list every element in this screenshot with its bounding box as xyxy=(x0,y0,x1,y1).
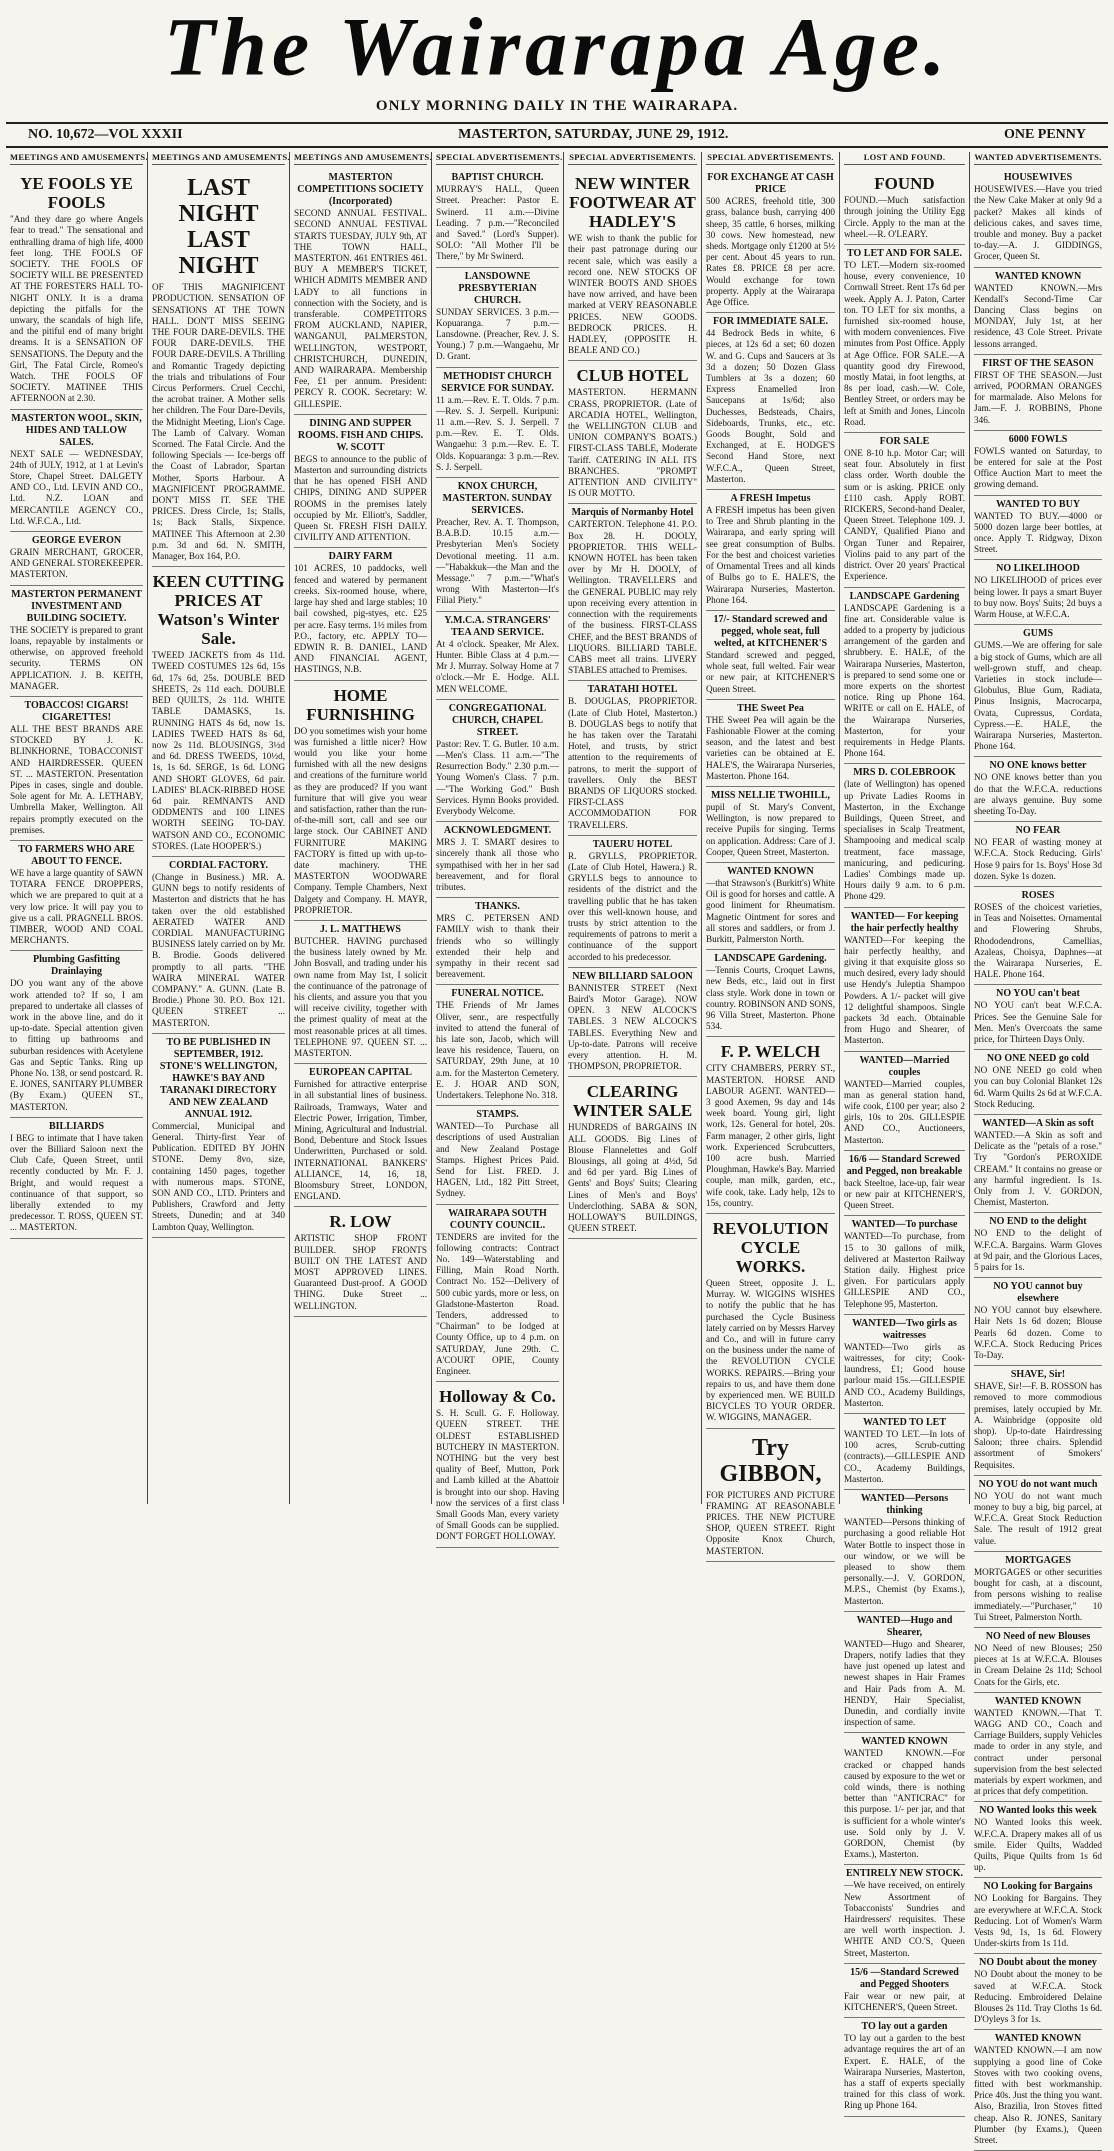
ad-body: BANNISTER STREET (Next Baird's Motor Garage). NOW OPEN. 3 NEW ALCOCK'S TABLES. 3 NEW ALCOCK'S TABLES. Everything New and Up-to-date. Patrons will receive every attention. H. M. THOMPSON, PROPRIETOR. xyxy=(568,982,697,1072)
ad-body: TO LET.—Modern six-roomed house, every convenience, 10 Cornwall Street. Rent 17s 6d per week. Apply A. J. Paton, Carter ton. TO LET for six months, a furnished six-roomed house, with modern conveniences. Five minutes from Post Office. Apply at Age Office. FOR SALE.—A quantity good dry Firewood, mostly Matai, in foot lengths, at 8s per load, cash.—W. Cole, Bentley Street, or orders may be left at Smith and Jones, Lincoln Road. xyxy=(844,260,965,427)
ad-headline: WANTED—Married couples xyxy=(859,1054,950,1078)
ad-body: MRS C. PETERSEN AND FAMILY wish to thank their friends who so willingly extended their help and sympathy in their recent sad bereavement. xyxy=(436,913,559,980)
ad-body: THE Sweet Pea will again be the Fashionable Flower at the coming season, and the latest and best varieties can be obtained at E. HALE'S, the Wairarapa Nurseries, Masterton. Phone 164. xyxy=(706,714,835,781)
ad-body: BEGS to announce to the public of Masterton and surrounding districts that he has opened FISH AND CHIPS, DINING AND SUPPER ROOMS in the premises lately occupied by Mr. Elliott's, Saddler, Queen St. FRESH FISH DAILY. CIVILITY AND ATTENTION. xyxy=(294,453,427,543)
advertisement xyxy=(10,532,143,586)
advertisement xyxy=(974,1552,1102,1628)
advertisement xyxy=(844,433,965,587)
advertisement xyxy=(706,611,835,700)
advertisement xyxy=(974,1802,1102,1878)
ad-body: pupil of St. Mary's Convent, Wellington, is now prepared to receive Pupils for singing. Terms on application. Address: Care of J. Cooper, Queen Street, Masterton. xyxy=(706,801,835,857)
advertisement xyxy=(844,1216,965,1314)
ad-body: GRAIN MERCHANT, GROCER, AND GENERAL STOREKEEPER. MASTERTON. xyxy=(10,547,143,580)
ad-headline: WANTED—Persons thinking xyxy=(860,1493,949,1517)
advertisement xyxy=(294,548,427,680)
advertisement xyxy=(974,355,1102,431)
ad-headline: NO Doubt about the money xyxy=(979,1957,1097,1969)
ad-body: OF THIS MAGNIFICENT PRODUCTION. SENSATION OF SENSATIONS AT THE TOWN HALL. DON'T MISS SEEING THE FOUR DARE-DEVILS. THE FOUR DARE-DEVILS. THE FOUR DARE-DEVILS. A Thrilling and Romantic Tragedy depicting the trials and tribulations of Four Circus Performers. Cruel Cecchi, the acrobat trainer. A Mother sells her children. The Four Dare-Devils, the Midnight Meeting, Lion's Cage. The Lamb of Calvary. Woman Scorned. The Fatal Circle. And the following Specials — Ice-bergs off the Coast of Labrador, Spartan Mother, Sports Harbour. A MAGNIFICENT PROGRAMME. DON'T MISS IT. SEE THE PRICES. Dress Circle, 1s; Stalls, 1s; Back Stalls, Sixpence. MATINEE This Afternoon at 2.30 p.m. 3d and 6d. N. SMITH, Manager, Box 164, P.O. xyxy=(152,282,285,562)
ad-headline: Plumbing Gasfitting Drainlaying xyxy=(33,954,120,978)
advertisement xyxy=(152,1034,285,1238)
ad-headline: NO ONE NEED go cold xyxy=(986,1053,1090,1065)
advertisement xyxy=(706,1429,835,1562)
advertisement xyxy=(568,1077,697,1239)
ad-headline: TARATAHI HOTEL xyxy=(587,684,678,696)
ad-body: NO YOU do not want much money to buy a big, big parcel, at W.F.C.A. Great Stock Reduction Sale. The result of 1912 great value. xyxy=(974,1490,1102,1546)
ad-body: MRS J. T. SMART desires to sincerely thank all those who sympathised with her in her sad bereavement, and for floral tributes. xyxy=(436,837,559,892)
advertisement xyxy=(974,1278,1102,1366)
issue-date: MASTERTON, SATURDAY, JUNE 29, 1912. xyxy=(458,127,729,142)
ad-headline: ENTIRELY NEW STOCK. xyxy=(846,1868,963,1880)
ad-headline: NO END to the delight xyxy=(989,1216,1087,1228)
advertisement xyxy=(844,1052,965,1151)
ad-headline: WANTED KNOWN xyxy=(994,1695,1082,1707)
ad-headline: FIRST OF THE SEASON xyxy=(982,357,1094,369)
ad-headline: WANTED—Two girls as waitresses xyxy=(852,1317,957,1341)
ad-body: WANTED—To Purchase all descriptions of used Australian and New Zealand Postage Stamps. Highest Prices Paid. Send for List. FRED. J. HAGEN, Ltd., 182 Pitt Street, Sydney. xyxy=(436,1121,559,1199)
ad-headline: CONGREGATIONAL CHURCH, CHAPEL STREET. xyxy=(448,702,547,738)
ad-headline: MRS D. COLEBROOK xyxy=(853,767,956,779)
advertisement xyxy=(436,898,559,985)
ad-headline: NEW BILLIARD SALOON xyxy=(572,970,693,982)
column-heading: SPECIAL ADVERTISEMENTS. xyxy=(436,152,559,165)
ad-body: NO YOU cannot buy elsewhere. Hair Nets 1s 6d dozen; Blouse Pearls 6d dozen. Come to W.F.C.A. Stock Reducing Prices To-Day. xyxy=(974,1305,1102,1361)
ad-headline: SHAVE, Sir! xyxy=(1010,1369,1066,1381)
ad-body: WANTED KNOWN.—That T. WAGG AND CO., Coach and Carriage Builders, supply Vehicles made to order in any style, and contract under personal supervision from the best selected materials by expert workmen, and at prices that defy competition. xyxy=(974,1707,1102,1797)
ad-body: NO END to the delight of W.F.C.A. Bargains. Warm Gloves at 9d pair, and the Glorious Laces, 5 pairs for 1s. xyxy=(974,1228,1102,1273)
ad-body: back Steeltoe, lace-up, fair wear or new pair at KITCHENER'S, Queen Street. xyxy=(844,1177,965,1211)
ad-headline: STAMPS. xyxy=(476,1109,519,1121)
ad-body: WE wish to thank the public for their past patronage during our recent sale, which was easily a record one. NEW STOCKS OF WINTER BOOTS AND SHOES have now arrived, and have been marked at VERY REASONABLE PRICES. NEW GOODS. BEDROCK PRICES. H. HADLEY, (OPPOSITE H. BEALE AND CO.) xyxy=(568,233,697,356)
ad-headline: CORDIAL FACTORY. xyxy=(169,859,268,871)
ad-headline: TO FARMERS WHO ARE ABOUT TO FENCE. xyxy=(18,843,135,867)
advertisement xyxy=(568,361,697,504)
ad-body: WANTED TO LET.—In lots of 100 acres, Scrub-cutting (contracts).—GILLESPIE AND CO., Academy Buildings, Masterton. xyxy=(844,1429,965,1484)
advertisement xyxy=(152,567,285,857)
advertisement xyxy=(294,1207,427,1316)
ad-body: FOWLS wanted on Saturday, to be entered for sale at the Post Office Auction Mart to meet the growing demand. xyxy=(974,445,1102,490)
advertisement xyxy=(974,822,1102,887)
ad-headline: TAUERU HOTEL xyxy=(592,838,673,850)
ad-headline: J. L. MATTHEWS xyxy=(320,923,401,935)
news-column xyxy=(432,152,564,1542)
ad-body: WANTED—To purchase, from 15 to 30 gallons of milk, delivered at Masterton Railway Station daily. Highest price given. For particulars apply GILLESPIE AND CO., Telephone 95, Masterton. xyxy=(844,1231,965,1309)
ad-headline: NO ONE knows better xyxy=(989,760,1087,772)
ad-headline: HOUSEWIVES xyxy=(1003,172,1073,184)
ad-headline: A FRESH Impetus xyxy=(730,493,811,505)
ad-headline: 16/6 — Standard Screwed and Pegged, non breakable xyxy=(846,1153,963,1177)
ad-headline: WANTED—To purchase xyxy=(851,1219,958,1231)
advertisement xyxy=(844,1733,965,1865)
advertisement xyxy=(844,1151,965,1217)
ad-headline: TOBACCOS! CIGARS! CIGARETTES! xyxy=(24,699,129,723)
advertisement xyxy=(436,1205,559,1383)
ad-body: WANTED KNOWN.—Mrs Kendall's Second-Time Car Dancing Class begins on MONDAY, July 1st, at her residence, 43 Cole Street. Private lessons arranged. xyxy=(974,282,1102,349)
ad-headline: NO Wanted looks this week xyxy=(979,1805,1097,1817)
advertisement xyxy=(706,1214,835,1429)
ad-headline: MASTERTON WOOL, SKIN, HIDES AND TALLOW SALES. xyxy=(11,412,142,448)
ad-body: "And they dare go where Angels fear to tread." The sensational and enthralling drama of high life, 4000 feet long. THE FOOLS OF SOCIETY. THE FOOLS OF SOCIETY WILL BE PRESENTED AT THE FORESTERS HALL TO-NIGHT ONLY. It is a drama depicting the pitfalls for the unwary, the scandals of high life, and the pitiful end of many bright dreams. It is a SENSATION OF SENSATIONS. The Deputy and the Girl, The Fatal Circle, Romeo's Watch. THE FOOLS OF SOCIETY. MATINEE THIS AFTERNOON at 2.30. xyxy=(10,214,143,404)
ad-headline: MASTERTON COMPETITIONS SOCIETY (Incorporated) xyxy=(297,172,424,208)
ad-headline: KEEN CUTTING PRICES AT Watson's Winter Sale. xyxy=(152,572,285,649)
advertisement xyxy=(974,431,1102,496)
ad-headline: Try GIBBON, xyxy=(719,1434,822,1487)
advertisement xyxy=(436,169,559,267)
ad-headline: WANTED KNOWN xyxy=(994,2033,1082,2045)
advertisement xyxy=(844,764,965,907)
column-heading: MEETINGS AND AMUSEMENTS. xyxy=(152,152,285,165)
columns-container xyxy=(6,152,1108,2146)
ad-body: Pastor: Rev. T. G. Butler. 10 a.m.—Men's Class. 11 a.m.—"The Resurrection Body." 2.30 p.m.—Young Women's Class. 7 p.m.—"The Working God." Bush Services. Hymn Books provided. Everybody Welcome. xyxy=(436,738,559,816)
ad-body: Standard screwed and pegged, whole seat, full welted. Fair wear or new pair, at KITCHENER'S Queen Street. xyxy=(706,649,835,694)
advertisement xyxy=(974,1366,1102,1476)
ad-headline: HOME FURNISHING xyxy=(306,685,415,724)
ad-headline: MISS NELLIE TWOHILL, xyxy=(710,789,831,801)
ad-headline: TO lay out a garden xyxy=(861,2021,948,2033)
ad-headline: THANKS. xyxy=(475,901,520,913)
ad-body: WANTED KNOWN.—I am now supplying a good line of Coke Stoves with two cooking ovens, fitted with best workmanship. Price 40s. Just the thing you want. Also, Brazilia, Iron Stoves fitted cheap. Also R. JONES, Sanitary Plumber (by Exams.), Queen Street. xyxy=(974,2045,1102,2146)
ad-headline: NO YOU can't beat xyxy=(996,988,1080,1000)
ad-body: DO you sometimes wish your home was furnished a little nicer? How would you like your home furnished with all the new designs and creations of the furniture world as they are produced? If you want furniture that will give you wear and satisfaction, rather than the run-of-the-mill sort, call and see our large stock. Our CABINET AND FURNITURE MAKING FACTORY is fitted up with up-to-date machinery. THE MASTERTON WOODWARE Company. Temple Chambers, Next Dalgety and Company. H. MAYR, PROPRIETOR. xyxy=(294,725,427,915)
column-heading: WANTED ADVERTISEMENTS. xyxy=(974,152,1102,165)
news-column xyxy=(564,152,702,1504)
advertisement xyxy=(974,169,1102,267)
advertisement xyxy=(294,681,427,921)
ad-body: HUNDREDS of BARGAINS IN ALL GOODS. Big Lines of Blouse Flannelettes and Golf Blousings, all going at 4½d, 5d and 6d per yard. Big Lines of Gents' and Boys' Suits; Clearing Lines of Men's and Boys' Underclothing. SABA & SON, HOLLOWAY'S BUILDINGS, QUEEN STREET. xyxy=(568,1122,697,1234)
advertisement xyxy=(844,908,965,1052)
ad-body: WANTED—Married couples, man as general station hand, wife cook, £100 per year; also 2 girls, 10s to 20s. GILLESPIE AND CO., Auctioneers, Masterton. xyxy=(844,1078,965,1145)
ad-body: NO ONE NEED go cold when you can buy Colonial Blanket 12s 6d. Warm Quilts 2s 6d at W.F.C.A. Stock Reducing. xyxy=(974,1065,1102,1109)
advertisement xyxy=(294,415,427,549)
advertisement xyxy=(294,169,427,415)
ad-headline: DAIRY FARM xyxy=(328,551,393,563)
advertisement xyxy=(844,2018,965,2116)
ad-body: MASTERTON. HERMANN CRASS, PROPRIETOR. (Late of ARCADIA HOTEL, Wellington, the WELLINGTON CLUB and UNION COMPANY'S BOATS.) FIRST-CLASS TABLE, Moderate Tariff. CATERING IN ALL ITS BRANCHES. "PROMPT ATTENTION AND CIVILITY" IS OUR MOTTO. xyxy=(568,387,697,499)
ad-body: NO Wanted looks this week. W.F.C.A. Drapery makes all of us smile. Eider Quilts, Wadded Quilts, Pique Quilts from 1s 6d up. xyxy=(974,1817,1102,1873)
column-heading: LOST AND FOUND. xyxy=(844,152,965,165)
advertisement xyxy=(10,697,143,841)
ad-body: WANTED—Hugo and Shearer, Drapers, notify ladies that they have just opened up latest and newest shapes in Hair Frames and Hair Pads from A. M. HENDY, Hair Specialist, Dunedin, and cordially invite inspection of same. xyxy=(844,1638,965,1728)
advertisement xyxy=(436,985,559,1106)
advertisement xyxy=(706,863,835,950)
advertisement xyxy=(436,478,559,612)
ad-body: NO ONE knows better than you do that the W.F.C.A. reductions are always genuine. Buy some sheeting To-Day. xyxy=(974,772,1102,816)
ad-headline: WANTED KNOWN xyxy=(994,270,1082,282)
ad-headline: WANTED— For keeping the hair perfectly healthy xyxy=(850,910,959,934)
advertisement xyxy=(436,1106,559,1204)
newspaper-title: The Wairarapa Age. xyxy=(163,1,951,94)
ad-headline: CLUB HOTEL xyxy=(576,366,689,386)
ad-body: Preacher, Rev. A. T. Thompson, B.A.B.D. 10.15 a.m.—Presbyterian Men's Society Devotional meeting. 11 a.m.—"Habakkuk—the Man and the Message." 7 p.m.—"What's wrong With Masterton—It's Filial Piety." xyxy=(436,517,559,606)
ad-headline: WANTED KNOWN xyxy=(861,1736,948,1748)
issue-price: ONE PENNY xyxy=(1003,127,1086,142)
ad-body: MORTGAGES or other securities bought for cash, at a discount, from persons wishing to realise immediately.—"Purchaser," 10 Tui Street, Palmerston North. xyxy=(974,1566,1102,1622)
ad-headline: LANSDOWNE PRESBYTERIAN CHURCH. xyxy=(458,270,537,306)
ad-headline: FOUND xyxy=(874,174,935,194)
advertisement xyxy=(844,1964,965,2018)
ad-headline: F. P. WELCH xyxy=(720,1042,821,1062)
ad-headline: LANDSCAPE Gardening. xyxy=(714,953,827,965)
advertisement xyxy=(568,504,697,681)
advertisement xyxy=(436,268,559,368)
ad-body: TO lay out a garden to the best advantage requires the art of an Expert. E. HALE, of the Wairarapa Nurseries, Masterton, has a staff of experts specially trained for this class of work. Ring up Phone 164. xyxy=(844,2033,965,2111)
ad-body: (late of Wellington) has opened up Private Ladies Rooms in Masterton, in the Exchange Buildings, Queen Street, and specialises in Scalp Treatment, Shampooing and medical scalp treatment, face massage, manicuring, and pedicuring. Ladies' Combings made up. Hours daily 9 a.m. to 6 p.m. Phone 429. xyxy=(844,779,965,902)
ad-headline: TO LET AND FOR SALE. xyxy=(847,248,962,260)
advertisement xyxy=(10,410,143,532)
advertisement xyxy=(436,822,559,898)
ad-headline: WANTED—Hugo and Shearer, xyxy=(856,1614,953,1638)
ad-body: ROSES of the choicest varieties, in Teas and Noisettes. Ornamental and Flowering Shrubs, Rhododendrons, Camellias, Azaleas, Choisya, Daphnes—at the Wairarapa Nurseries, E. HALE. Phone 164. xyxy=(974,901,1102,980)
advertisement xyxy=(294,921,427,1064)
ad-body: NO Need of new Blouses; 250 pieces at 1s at W.F.C.A. Blouses in Cream Delaine 2s 11d; School Coats for the Girls, etc. xyxy=(974,1642,1102,1687)
advertisement xyxy=(706,787,835,863)
ad-headline: WAIRARAPA SOUTH COUNTY COUNCIL. xyxy=(448,1207,547,1231)
advertisement xyxy=(844,1612,965,1734)
ad-headline: WANTED—A Skin as soft xyxy=(982,1118,1094,1129)
ad-body: FOUND.—Much satisfaction through joining the Utility Egg Circle. Apply to the man at the wheel.—R. O'LEARY. xyxy=(844,195,965,239)
ad-headline: LAST NIGHT LAST NIGHT xyxy=(178,175,259,280)
ad-body: 101 ACRES, 10 paddocks, well fenced and watered by permanent creeks. Six-roomed house, where, large hay shed and large stables; 10 bail cowshed, pig-styes, etc. £25 per acre. Easy terms. 1½ miles from P.O., factory, etc. APPLY TO— EDWIN R. B. DANIEL, LAND AND FINANCIAL AGENT, HASTINGS, N.B. xyxy=(294,563,427,675)
ad-body: Commercial, Municipal and General. Thirty-first Year of Publication. EDITED BY JOHN STONE. Demy 8vo, size, containing 1450 pages, together with numerous maps. STONE, SON AND CO., LTD. Printers and Publishers, Crawford and Jetty Streets, Dunedin; and at 340 Lambton Quay, Wellington. xyxy=(152,1120,285,1232)
advertisement xyxy=(844,245,965,433)
ad-headline: ACKNOWLEDGMENT. xyxy=(443,825,552,837)
ad-body: NO YOU can't beat W.F.C.A. Prices. See the Genuine Sale for Men. Men's Overcoats the same price, for Thirteen Days Only. xyxy=(974,1000,1102,1044)
ad-body: At 4 o'clock. Speaker, Mr Alex. Hunter. Bible Class at 4 p.m.—Mr J. Murray. Solway Home at 7 o'clock.—Mr E. Hodge. ALL MEN WELCOME. xyxy=(436,638,559,694)
news-column xyxy=(290,152,432,1504)
advertisement xyxy=(974,625,1102,757)
ad-headline: KNOX CHURCH, MASTERTON. SUNDAY SERVICES. xyxy=(442,481,553,517)
advertisement xyxy=(436,700,559,822)
ad-headline: 17/- Standard screwed and pegged, whole seat, full welted, at KITCHENER'S xyxy=(713,613,828,649)
ad-body: NO Doubt about the money to be saved at W.F.C.A. Stock Reducing. Embroidered Delaine Blouses 2s 11d. Tray Cloths 1s 6d. D'Oyleys 3 for 1s. xyxy=(974,1969,1102,2025)
advertisement xyxy=(844,1414,965,1490)
ad-body: CITY CHAMBERS, PERRY ST., MASTERTON. HORSE AND LABOUR AGENT. WANTED— 3 good Axemen, 9s day and 14s week board. Young girl, light work, 12s. General for hotel, 20s. Farm manager, 2 other girls, light work. Experienced Scrubcutters, 100 acre bush. Married Ploughman, Hawke's Bay. Married couple, man milk, garden, etc., wife cook, take. Lady help, 12s to 15s, country. xyxy=(706,1063,835,1208)
column-heading: SPECIAL ADVERTISEMENTS. xyxy=(706,152,835,165)
ad-body: SHAVE, Sir!—F. B. ROSSON has removed to more commodious premises, lately occupied by Mr. A. Wainbridge (opposite old shop). Up-to-date Hairdressing Saloon; three chairs. Splendid assortment of Smokers' Requisites. xyxy=(974,1381,1102,1470)
ad-headline: LANDSCAPE Gardening xyxy=(849,590,960,602)
advertisement xyxy=(974,1693,1102,1803)
advertisement xyxy=(974,887,1102,985)
advertisement xyxy=(152,169,285,567)
ad-headline: WANTED TO BUY xyxy=(995,498,1081,510)
ad-body: S. H. Scull. G. F. Holloway. QUEEN STREET. THE OLDEST ESTABLISHED BUTCHERY IN MASTERTON. NOTHING but the very best quality of Beef, Mutton, Pork and Lamb killed at the Abattoir is brought into our shop. Having now the services of a first class Small Goods Man, every variety of Small Goods can be supplied. DON'T FORGET HOLLOWAY. xyxy=(436,1408,559,1542)
ad-body: WE have a large quantity of SAWN TOTARA FENCE DROPPERS, which we are prepared to quit at a very low price. It will pay you to give us a call. PRAGNELL BROS. TIMBER, WOOD AND COAL MERCHANTS. xyxy=(10,867,143,946)
masthead xyxy=(6,0,1108,100)
ad-headline: REVOLUTION CYCLE WORKS. xyxy=(712,1219,829,1277)
advertisement xyxy=(974,757,1102,822)
ad-body: WANTED—Two girls as waitresses, for city; Cook-laundress, £1; Good house parlour maid 15s.—GILLESPIE AND CO., Academy Buildings, Masterton. xyxy=(844,1341,965,1408)
ad-headline: 15/6 —Standard Screwed and Pegged Shooters xyxy=(850,1966,959,1990)
advertisement xyxy=(974,1878,1102,1954)
advertisement xyxy=(844,1865,965,1963)
advertisement xyxy=(706,313,835,490)
ad-headline: NO YOU cannot buy elsewhere xyxy=(993,1281,1083,1305)
ad-body: FOR PICTURES AND PICTURE FRAMING AT REASONABLE PRICES. THE NEW PICTURE SHOP, QUEEN STREET. Right Opposite Knox Church, MASTERTON. xyxy=(706,1489,835,1556)
ad-body: (Change in Business.) MR. A. GUNN begs to notify residents of Masterton and districts that he has taken over the old established AERATED WATER AND CORDIAL MANUFACTURING BUSINESS lately carried on by Mr. B. Brodie. Goods delivered promptly to all parts. "THE WAIRA MINERAL WATER COMPANY." A. GUNN. (Late B. Brodie.) Phone 30. P.O. Box 121. QUEEN STREET ... MASTERTON. xyxy=(152,871,285,1028)
advertisement xyxy=(10,586,143,697)
ad-headline: YE FOOLS YE FOOLS xyxy=(20,174,133,213)
ad-body: A FRESH impetus has been given to Tree and Shrub planting in the Wairarapa, and early spring will see great consumption of Bulbs. For the best and choicest varieties of Ornamental Trees and all kinds of Bulbs go to E. HALE'S, the Wairarapa Nurseries, Masterton. Phone 164. xyxy=(706,505,835,605)
ad-body: NO FEAR of wasting money at W.F.C.A. Stock Reducing. Girls' Hose 9 pairs for 1s. Boys' Hose 3d dozen. Syke 1s dozen. xyxy=(974,837,1102,881)
ad-body: WANTED—For keeping the hair perfectly healthy, and giving it that exquisite gloss so much desired, every lady should use Hendy's Juleptia Shampoo Powders. A 1/- packet will give 12 delightful shampoos. Single packets 3d each. Obtainable from Hugo and Shearer, of Masterton. xyxy=(844,934,965,1046)
ad-headline: FOR SALE xyxy=(879,436,930,448)
advertisement xyxy=(974,1213,1102,1278)
advertisement xyxy=(974,1115,1102,1213)
ad-headline: GEORGE EVERON xyxy=(31,535,122,547)
ad-body: ALL THE BEST BRANDS ARE STOCKED BY J. K. BLINKHORNE, TOBACCONIST AND HAIRDRESSER. QUEEN ST. ... MASTERTON. Presentation Pipes in cases, single and double. Sole agent for Mr. A. LETHABY, Umbrella Maker, Wellington. All repairs promptly executed on the premises. xyxy=(10,723,143,835)
advertisement xyxy=(706,700,835,787)
news-column xyxy=(840,152,970,2111)
ad-body: WANTED.—A Skin as soft and Delicate as the "petals of a rose." Try "Gordon's PEROXIDE CREAM." It contains no grease or any harmful ingredient. Is 1s. Only from J. V. GORDON, Chemist, Masterton. xyxy=(974,1130,1102,1208)
ad-body: NEXT SALE — WEDNESDAY, 24th of JULY, 1912, at 1 at Levin's Store, Chapel Street. DALGETY AND CO., Ltd. LEVIN AND CO., Ltd. N.Z. LOAN and MERCANTILE AGENCY CO., Ltd. W.F.C.A., Ltd. xyxy=(10,448,143,526)
advertisement xyxy=(844,169,965,245)
advertisement xyxy=(974,560,1102,625)
issue-number: NO. 10,672—VOL XXXII xyxy=(28,127,183,142)
ad-headline: MORTGAGES xyxy=(1005,1554,1071,1566)
ad-headline: GUMS xyxy=(1023,628,1053,640)
ad-headline: NEW WINTER FOOTWEAR AT HADLEY'S xyxy=(569,174,696,232)
ad-headline: FOR IMMEDIATE SALE. xyxy=(712,316,829,328)
ad-body: Queen Street, opposite J. L. Murray. W. WIGGINS WISHES to notify the public that he has purchased the Cycle Business lately carried on by Messrs Harvey and Co., and will in future carry on the business under the name of the REVOLUTION CYCLE WORKS. REPAIRS.—Bring your repairs to us, and have them done by experienced men. WE BUILD BICYCLES TO YOUR ORDER. W. WIGGINS, MANAGER. xyxy=(706,1278,835,1423)
advertisement xyxy=(436,1382,559,1547)
ad-body: 500 ACRES, freehold title, 300 grass, balance bush, carrying 400 sheep, 35 cattle, 6 horses, milking 30 cows. New homestead, new sheds. Mortgage only £1200 at 5½ per cent. About 45 years to run. Rates £8. PRICE £8 per acre. Would exchange for town property. Apply at the Wairarapa Age Office. xyxy=(706,196,835,308)
column-heading: SPECIAL ADVERTISEMENTS. xyxy=(568,152,697,165)
advertisement xyxy=(568,836,697,968)
advertisement xyxy=(974,2030,1102,2151)
ad-headline: MASTERTON PERMANENT INVESTMENT AND BUILDING SOCIETY. xyxy=(11,588,142,624)
ad-body: 44 Bedrock Beds in white, 6 pieces, at 12s 6d a set; 60 dozen W. and G. Cups and Saucers at 3s 3d a dozen; 50 Dozen Glass Tumblers at 3s a dozen; 60 Express Enamelled Iron Saucepans at 1s/6d; also Duchesses, Bedsteads, Chairs, Sideboards, Trunks, etc., etc. Goods Bought, Sold and Exchanged, at E. HODGE'S Second Hand Store, next W.F.C.A., Queen Street, Masterton. xyxy=(706,328,835,484)
ad-body: Furnished for attractive enterprise in all substantial lines of business. Railroads, Tramways, Water and Electric Power, Irrigation, Timber, Mining, Agricultural and Industrial. Bond, Debenture and Stock Issues Underwritten, Purchased or sold. INTERNATIONAL BANKERS' ALLIANCE, 14, 16, 18, Bloomsbury Street, LONDON, ENGLAND. xyxy=(294,1079,427,1202)
ad-body: SECOND ANNUAL FESTIVAL. SECOND ANNUAL FESTIVAL STARTS TUESDAY, JULY 9th, AT THE TOWN HALL, MASTERTON. 461 ENTRIES 461. BUY A MEMBER'S TICKET, WHICH ADMITS MEMBER AND LADY to all functions in connection with the Society, and is transferable. COMPETITORS FROM AUCKLAND, NAPIER, WANGANUI, PALMERSTON, WELLINGTON, WESTPORT, CHRISTCHURCH, DUNEDIN, AND WAIRARAPA. Membership Fee, £1 per annum. President: PERCY R. COOK. Secretary: W. GILLESPIE. xyxy=(294,208,427,409)
ad-headline: NO FEAR xyxy=(1015,825,1061,837)
advertisement xyxy=(568,681,697,835)
ad-body: LANDSCAPE Gardening is a fine art. Considerable value is added to a property by judicious arrangement of the garden and shrubbery. E. HALE, of the Wairarapa Nurseries, Masterton, is prepared to send some one or more experts on the shortest notice. Ring up Phone 164. WRITE or call on E. HALE, of the Wairarapa Nurseries, Masterton, for your requirements in Hedge Plants. Phone 164. xyxy=(844,602,965,759)
ad-headline: R. LOW xyxy=(329,1212,392,1232)
ad-body: DO you want any of the above work attended to? If so, I am prepared to undertake all classes of work in the above line, and do it up-to-date. Special attention given to fitting up bathrooms and suburban residences with Acetylene Gas and Septic Tanks. Ring up Phone No. 138, or send postcard. R. E. JONES, SANITARY PLUMBER (By Exam.) QUEEN ST., MASTERTON. xyxy=(10,978,143,1112)
advertisement xyxy=(974,985,1102,1050)
ad-body: NO Looking for Bargains. They are everywhere at W.F.C.A. Stock Reducing. Lot of Women's Warm Vests 9d, 1s, 1s 6d. Flowery Under-skirts from 1s 11d. xyxy=(974,1893,1102,1949)
ad-headline: FUNERAL NOTICE. xyxy=(451,988,544,1000)
ad-body: MURRAY'S HALL, Queen Street. Preacher: Pastor E. Swinerd. 11 a.m.—Divine Leading. 7 p.m.—"Reconciled and Saved." (Lord's Supper). SOLO: "All Mother I'll be There," by Mr Swinerd. xyxy=(436,184,559,262)
ad-body: WANTED TO BUY.—4000 or 5000 dozen large beer bottles, at once. Apply T. Ridgway, Dixon Street. xyxy=(974,510,1102,555)
advertisement xyxy=(974,1954,1102,2030)
advertisement xyxy=(974,496,1102,561)
ad-headline: THE Sweet Pea xyxy=(737,702,804,714)
ad-body: ARTISTIC SHOP FRONT BUILDER. SHOP FRONTS BUILT ON THE LATEST AND MOST APPROVED LINES. Guaranteed Dust-proof. A GOOD THING. Duke Street ... WELLINGTON. xyxy=(294,1233,427,1311)
ad-headline: ROSES xyxy=(1021,889,1055,901)
advertisement xyxy=(974,268,1102,355)
advertisement xyxy=(706,490,835,611)
news-column xyxy=(970,152,1106,2146)
ad-body: FIRST OF THE SEASON.—Just arrived, POORMAN ORANGES for marmalade. Also Melons for Jam.—F. J. ROBBINS, Phone 346. xyxy=(974,369,1102,425)
ad-body: NO LIKELIHOOD of prices ever being lower. It pays a smart Buyer to buy now. Boys' Suits; 2d buys a Warm House, at W.F.C.A. xyxy=(974,575,1102,620)
ad-headline: WANTED TO LET xyxy=(863,1417,946,1429)
ad-headline: BILLIARDS xyxy=(48,1120,105,1132)
ad-headline: DINING AND SUPPER ROOMS. FISH AND CHIPS. W. SCOTT xyxy=(297,417,424,453)
advertisement xyxy=(152,857,285,1034)
ad-body: 11 a.m.—Rev. E. T. Olds. 7 p.m.—Rev. S. J. Serpell. Kuripuni: 11 a.m.—Rev. S. J. Serpell. 7 p.m.—Rev. E. T. Olds. Wangaehu: 3 p.m.—Rev. E. T. Olds. Kopuaranga: 3 p.m.—Rev. S. J. Serpell. xyxy=(436,394,559,472)
ad-body: B. DOUGLAS, PROPRIETOR. (Late of Club Hotel, Masterton.) B. DOUGLAS begs to notify that he has taken over the Taratahi Hotel, and trusts, by strict attention to the requirements of patrons, to merit the support of travellers. Only the BEST BRANDS OF LIQUORS stocked. FIRST-CLASS ACCOMMODATION FOR TRAVELLERS. xyxy=(568,696,697,830)
dateline xyxy=(6,122,1108,148)
ad-headline: NO Need of new Blouses xyxy=(985,1630,1091,1642)
ad-body: —that Strawson's (Burkitt's) White Oil is good for horses and cattle. A good liniment for Rheumatism. Magnetic Ointment for sores and all stores and saddlers, or from J. Burkitt, Palmerston North. xyxy=(706,877,835,944)
ad-headline: WANTED KNOWN xyxy=(727,865,814,877)
news-column xyxy=(148,152,290,1504)
ad-headline: Holloway & Co. xyxy=(439,1387,556,1407)
advertisement xyxy=(294,1064,427,1207)
advertisement xyxy=(568,169,697,361)
column-heading: MEETINGS AND AMUSEMENTS. xyxy=(294,152,427,165)
advertisement xyxy=(706,1037,835,1214)
ad-headline: METHODIST CHURCH SERVICE FOR SUNDAY. xyxy=(441,370,554,394)
ad-headline: 6000 FOWLS xyxy=(1008,433,1068,445)
advertisement xyxy=(10,169,143,409)
ad-body: —Tennis Courts, Croquet Lawns, new Beds, etc., laid out in first class style. Work done in town or country. ROBINSON AND SONS, 96 Villa Street, Masterton. Phone 534. xyxy=(706,965,835,1032)
ad-headline: EUROPEAN CAPITAL xyxy=(309,1067,412,1079)
ad-headline: TO BE PUBLISHED IN SEPTEMBER, 1912. STONE'S WELLINGTON, HAWKE'S BAY AND TARANAKI DIRECTORY AND NEW ZEALAND ANNUAL 1912. xyxy=(159,1036,278,1120)
news-column xyxy=(702,152,840,1556)
column-heading: MEETINGS AND AMUSEMENTS. xyxy=(10,152,143,165)
ad-body: THE Friends of Mr James Oliver, senr., are respectfully invited to attend the funeral of his late son, Jacob, which will leave his residence, Taueru, on SATURDAY, 29th June, at 10 a.m. for the Masterton Cemetery. E. J. HOAR AND SON, Undertakers. Telephone No. 318. xyxy=(436,1000,559,1100)
advertisement xyxy=(436,612,559,700)
ad-headline: NO Looking for Bargains xyxy=(983,1881,1093,1893)
advertisement xyxy=(10,1118,143,1239)
advertisement xyxy=(10,841,143,951)
ad-body: TENDERS are invited for the following contracts: Contract No. 149—Waterstabling and Filling, Main Road North. Contract No. 152—Delivery of 500 cubic yards, more or less, on Gladstone-Masterton Road. Tenders, addressed to "Chairman" to be lodged at County Office, up to 4 p.m. on SATURDAY, June 29th. C. A'COURT OPIE, County Engineer. xyxy=(436,1231,559,1377)
newspaper-subtitle: ONLY MORNING DAILY IN THE WAIRARAPA. xyxy=(375,98,739,114)
news-column xyxy=(6,152,148,1504)
ad-body: SUNDAY SERVICES. 3 p.m.—Kopuaranga. 7 p.m.—Lansdowne. (Preacher, Rev. J. S. Young.) 7 p.m.—Wangaehu, Mr D. Grant. xyxy=(436,306,559,362)
ad-body: CARTERTON. Telephone 41. P.O. Box 28. H. DOOLY, PROPRIETOR. THIS WELL-KNOWN HOTEL has been taken over by Mr H. DOOLY, of Wellington. TRAVELLERS and the GENERAL PUBLIC may rely upon receiving every attention in connection with the requirements of the business. FIRST-CLASS CHEF, and the BEST BRANDS of LIQUORS. BILLIARD TABLE. CABS meet all trains. LIVERY STABLES attached to Premises. xyxy=(568,519,697,676)
ad-body: TWEED JACKETS from 4s 11d. TWEED COSTUMES 12s 6d, 15s 6d, 17s 6d, 25s. DOUBLE BED SHEETS, 2s 11d each. DOUBLE BED QUILTS, 2s 11d. WHITE TABLE DAMASKS, 1s. RUNNING HATS 4s 6d, now 1s. LADIES TWEED HATS 8s 6d, now 2s 11d. BLOUSINGS, 3½d and 6d. DRESS TWEEDS, 10½d, 1s, 1s 6d. SERGE, 1s 6d. LONG AND SHORT GLOVES, 6d pair. LADIES' BLACK-RIBBED HOSE 6d pair. REMNANTS AND ODDMENTS and 100 LINES WORTH SEEING TO-DAY. WATSON AND CO., ECONOMIC STORES. (Late HOOPER'S.) xyxy=(152,650,285,851)
ad-body: I BEG to intimate that I have taken over the Billiard Saloon next the Club Cafe, Queen Street, until recently conducted by Mr. F. J. Bright, and would request a continuance of that support, so liberally extended to my predecessor. T. ROSS, QUEEN ST. ... MASTERTON. xyxy=(10,1132,143,1233)
advertisement xyxy=(706,950,835,1037)
advertisement xyxy=(844,1490,965,1612)
ad-headline: CLEARING WINTER SALE xyxy=(572,1082,693,1121)
ad-headline: NO YOU do not want much xyxy=(978,1478,1098,1490)
ad-headline: Marquis of Normanby Hotel xyxy=(571,507,694,519)
ad-headline: Y.M.C.A. STRANGERS' TEA AND SERVICE. xyxy=(444,614,551,638)
ad-body: ONE 8-10 h.p. Motor Car; will seat four. Absolutely in first class order. Worth double the sum or is asking. PRICE only £110 cash. Apply ROBT. RICKERS, Second-hand Dealer, Queen Street. Telephone 109. J. CANDY, Qualified Piano and Organ Tuner and Repairer, Violins paid to any part of the district. Over 20 years' Practical Experience. xyxy=(844,448,965,582)
ad-body: WANTED KNOWN.—For cracked or chapped hands caused by exposure to the wet or cold winds, there is nothing better than "ANTICRAC" for this purpose. 1/- per jar, and that is sufficient for a whole winter's use. Sold only by J. V. GORDON, Chemist (by Exams.), Masterton. xyxy=(844,1748,965,1860)
advertisement xyxy=(436,368,559,478)
advertisement xyxy=(974,1628,1102,1693)
ad-headline: BAPTIST CHURCH. xyxy=(451,172,544,184)
advertisement xyxy=(974,1476,1102,1552)
advertisement xyxy=(844,588,965,765)
ad-body: BUTCHER. HAVING purchased the business lately owned by Mr. John Bosvall, and trading under his own name from May 1st, I solicit the continuance of the patronage of his clients, and assure you that you will receive civility, together with the primest quality of meat at the most reasonable prices at all times. TELEPHONE 97. QUEEN ST. ... MASTERTON. xyxy=(294,935,427,1058)
advertisement xyxy=(974,1050,1102,1115)
ad-body: GUMS.—We are offering for sale a big stock of Gums, which are all well-grown stuff, and cheap. Varieties in stock include—Globulus, Blue Gum, Radiata, Pinus Insignis, Macrocarpa, Ovata, Cupressus, Cordata, Cypress.—E. HALE, the Wairarapa Nurseries, Masterton. Phone 164. xyxy=(974,640,1102,752)
ad-body: R. GRYLLS, PROPRIETOR. (Late of Club Hotel, Hawera.) R. GRYLLS begs to announce to residents of the district and the travelling public that he has taken over this well-known house, and trusts by strict attention to the requirements of patrons to merit a continuance of the support accorded to his predecessor. xyxy=(568,850,697,962)
ad-body: —We have received, on entirely New Assortment of Tobacconists' Sundries and Hairdressers' requisites. These are well worth inspection. J. WHITE AND CO.'S, Queen Street, Masterton. xyxy=(844,1880,965,1958)
advertisement xyxy=(10,951,143,1117)
ad-body: HOUSEWIVES.—Have you tried the New Cake Maker at only 9d a packet? Makes all kinds of delicious cakes, and saves time, trouble and money. Buy a packet to-day.—A. J. GIDDINGS, Grocer, Queen St. xyxy=(974,184,1102,262)
advertisement xyxy=(706,169,835,313)
ad-headline: NO LIKELIHOOD xyxy=(996,563,1080,575)
ad-body: Fair wear or new pair, at KITCHENER'S, Queen Street. xyxy=(844,1990,965,2012)
advertisement xyxy=(568,968,697,1078)
ad-headline: FOR EXCHANGE AT CASH PRICE xyxy=(707,172,834,196)
ad-body: WANTED—Persons thinking of purchasing a good reliable Hot Water Bottle to inspect those in our window, or we will be pleased to show them personally.—J. V. GORDON, M.P.S., Chemist (by Exams.), Masterton. xyxy=(844,1517,965,1606)
advertisement xyxy=(844,1315,965,1414)
ad-body: THE SOCIETY is prepared to grant loans, repayable by instalments or otherwise, on approved freehold security. TERMS ON APPLICATION. J. B. KEITH, MANAGER. xyxy=(10,624,143,691)
